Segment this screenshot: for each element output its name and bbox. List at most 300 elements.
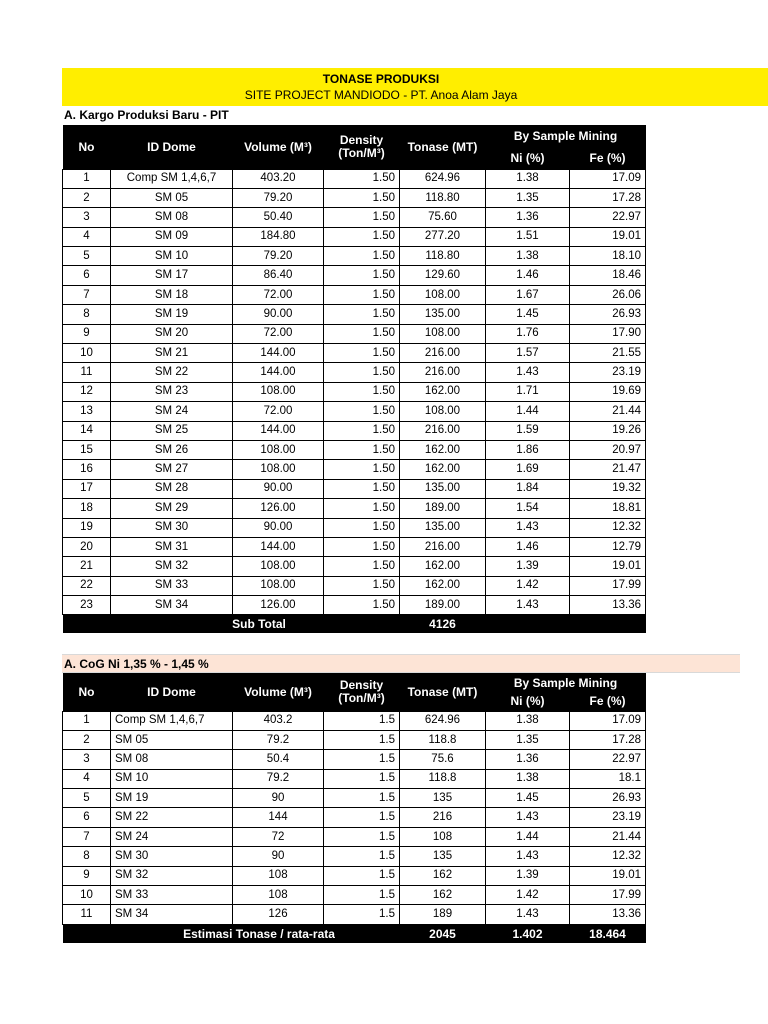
cell-no: 21 [63, 557, 111, 576]
cell-density: 1.5 [324, 827, 400, 846]
table-row [63, 285, 646, 304]
table-row [63, 305, 646, 324]
cell-volume: 108.00 [233, 460, 324, 479]
table-row [63, 886, 646, 905]
cell-fe: 19.01 [570, 866, 646, 885]
cell-volume: 79.20 [233, 188, 324, 207]
cell-density: 1.50 [324, 344, 400, 363]
cell-density: 1.50 [324, 557, 400, 576]
cell-density: 1.50 [324, 188, 400, 207]
cell-ni: 1.43 [486, 596, 570, 615]
cell-ni: 1.67 [486, 285, 570, 304]
cell-no: 16 [63, 460, 111, 479]
cell-fe: 13.36 [570, 596, 646, 615]
cell-tonase: 118.80 [400, 247, 486, 266]
cell-volume: 72.00 [233, 285, 324, 304]
cell-id-dome: SM 19 [111, 305, 233, 324]
table-row [63, 847, 646, 866]
cell-density: 1.5 [324, 730, 400, 749]
header-id-dome: ID Dome [111, 125, 233, 169]
cell-density: 1.5 [324, 769, 400, 788]
cell-density: 1.50 [324, 402, 400, 421]
cell-fe: 18.46 [570, 266, 646, 285]
cell-fe: 21.44 [570, 402, 646, 421]
cell-density: 1.50 [324, 596, 400, 615]
cell-id-dome: SM 08 [111, 208, 233, 227]
cell-no: 11 [63, 363, 111, 382]
cell-tonase: 624.96 [400, 711, 486, 730]
cell-no: 2 [63, 188, 111, 207]
estimate-ni-average: 1.402 [486, 924, 570, 943]
cell-fe: 18.81 [570, 499, 646, 518]
cell-ni: 1.86 [486, 440, 570, 459]
cell-volume: 79.20 [233, 247, 324, 266]
cell-ni: 1.38 [486, 169, 570, 188]
cell-no: 12 [63, 382, 111, 401]
cell-density: 1.5 [324, 847, 400, 866]
table-row [63, 421, 646, 440]
subtotal-ni-empty [486, 615, 570, 634]
cell-no: 11 [63, 905, 111, 924]
table-row [63, 866, 646, 885]
cell-id-dome: SM 05 [111, 188, 233, 207]
cell-fe: 17.99 [570, 576, 646, 595]
cell-tonase: 162.00 [400, 557, 486, 576]
cell-no: 10 [63, 886, 111, 905]
table-row [63, 479, 646, 498]
cell-fe: 19.69 [570, 382, 646, 401]
cell-fe: 20.97 [570, 440, 646, 459]
subtotal-fe-empty [570, 615, 646, 634]
cell-id-dome: SM 08 [111, 750, 233, 769]
cell-no: 13 [63, 402, 111, 421]
cell-ni: 1.46 [486, 537, 570, 556]
cell-fe: 17.28 [570, 730, 646, 749]
cell-ni: 1.43 [486, 363, 570, 382]
table-row [63, 247, 646, 266]
cell-no: 7 [63, 827, 111, 846]
cell-ni: 1.76 [486, 324, 570, 343]
cell-no: 3 [63, 208, 111, 227]
cell-tonase: 135 [400, 847, 486, 866]
cell-fe: 12.32 [570, 847, 646, 866]
table-row [63, 769, 646, 788]
cell-tonase: 216.00 [400, 363, 486, 382]
cell-tonase: 216.00 [400, 537, 486, 556]
header-ni: Ni (%) [486, 692, 570, 711]
cell-no: 17 [63, 479, 111, 498]
cell-volume: 72.00 [233, 402, 324, 421]
table-row [63, 344, 646, 363]
cell-id-dome: SM 22 [111, 808, 233, 827]
cell-volume: 126.00 [233, 499, 324, 518]
cell-id-dome: SM 05 [111, 730, 233, 749]
cell-id-dome: SM 29 [111, 499, 233, 518]
cell-volume: 144 [233, 808, 324, 827]
table-row [63, 711, 646, 730]
cell-no: 9 [63, 866, 111, 885]
cell-ni: 1.69 [486, 460, 570, 479]
cell-ni: 1.38 [486, 247, 570, 266]
table-row [63, 750, 646, 769]
cell-fe: 12.32 [570, 518, 646, 537]
report-subtitle: SITE PROJECT MANDIODO - PT. Anoa Alam Jaya [244, 88, 518, 102]
table-row [63, 537, 646, 556]
cell-volume: 50.4 [233, 750, 324, 769]
cell-fe: 26.93 [570, 789, 646, 808]
cell-id-dome: SM 21 [111, 344, 233, 363]
cell-density: 1.5 [324, 711, 400, 730]
cell-density: 1.50 [324, 266, 400, 285]
cell-id-dome: SM 25 [111, 421, 233, 440]
cell-density: 1.5 [324, 750, 400, 769]
cell-fe: 19.32 [570, 479, 646, 498]
cell-ni: 1.43 [486, 847, 570, 866]
table-row [63, 730, 646, 749]
cell-fe: 18.10 [570, 247, 646, 266]
cell-no: 9 [63, 324, 111, 343]
cell-tonase: 118.8 [400, 769, 486, 788]
cell-fe: 23.19 [570, 808, 646, 827]
table-row [63, 557, 646, 576]
cell-id-dome: SM 32 [111, 557, 233, 576]
header-volume: Volume (M³) [233, 673, 324, 711]
cell-tonase: 216.00 [400, 344, 486, 363]
table-row [63, 460, 646, 479]
cell-id-dome: SM 34 [111, 596, 233, 615]
cell-ni: 1.39 [486, 557, 570, 576]
cell-fe: 17.28 [570, 188, 646, 207]
cell-fe: 21.44 [570, 827, 646, 846]
cell-tonase: 135.00 [400, 305, 486, 324]
cell-ni: 1.42 [486, 886, 570, 905]
cell-tonase: 162 [400, 866, 486, 885]
header-by-sample-mining: By Sample Mining [486, 673, 646, 692]
cell-id-dome: SM 24 [111, 827, 233, 846]
table-row [63, 440, 646, 459]
cell-fe: 17.09 [570, 711, 646, 730]
table-row [63, 382, 646, 401]
production-cargo-table [62, 125, 646, 633]
cell-fe: 22.97 [570, 208, 646, 227]
cell-ni: 1.59 [486, 421, 570, 440]
section-b-label: A. CoG Ni 1,35 % - 1,45 % [62, 654, 740, 673]
cell-id-dome: SM 23 [111, 382, 233, 401]
cell-tonase: 216.00 [400, 421, 486, 440]
cell-no: 3 [63, 750, 111, 769]
cell-ni: 1.57 [486, 344, 570, 363]
cell-id-dome: SM 28 [111, 479, 233, 498]
table-row [63, 576, 646, 595]
cell-density: 1.50 [324, 576, 400, 595]
cell-ni: 1.36 [486, 208, 570, 227]
cell-fe: 18.1 [570, 769, 646, 788]
cell-no: 4 [63, 227, 111, 246]
cell-volume: 50.40 [233, 208, 324, 227]
cell-tonase: 162.00 [400, 576, 486, 595]
cell-ni: 1.36 [486, 750, 570, 769]
cell-ni: 1.84 [486, 479, 570, 498]
cell-density: 1.50 [324, 324, 400, 343]
cell-density: 1.50 [324, 247, 400, 266]
cell-volume: 144.00 [233, 363, 324, 382]
cell-tonase: 108.00 [400, 324, 486, 343]
cell-fe: 19.01 [570, 557, 646, 576]
cell-ni: 1.45 [486, 305, 570, 324]
cell-volume: 108.00 [233, 557, 324, 576]
cell-no: 1 [63, 169, 111, 188]
cell-ni: 1.42 [486, 576, 570, 595]
cell-density: 1.5 [324, 866, 400, 885]
cell-ni: 1.43 [486, 808, 570, 827]
cell-no: 2 [63, 730, 111, 749]
cell-ni: 1.46 [486, 266, 570, 285]
cell-density: 1.5 [324, 886, 400, 905]
table-row [63, 596, 646, 615]
cell-density: 1.50 [324, 382, 400, 401]
cell-volume: 72 [233, 827, 324, 846]
cell-volume: 108.00 [233, 382, 324, 401]
cell-density: 1.50 [324, 518, 400, 537]
cell-id-dome: SM 27 [111, 460, 233, 479]
cell-ni: 1.43 [486, 518, 570, 537]
cell-tonase: 162.00 [400, 440, 486, 459]
report-title: TONASE PRODUKSI [322, 72, 440, 86]
cell-tonase: 118.80 [400, 188, 486, 207]
cell-density: 1.50 [324, 363, 400, 382]
cell-density: 1.50 [324, 440, 400, 459]
table-row [63, 208, 646, 227]
header-id-dome: ID Dome [111, 673, 233, 711]
cell-volume: 90.00 [233, 305, 324, 324]
subtotal-label: Sub Total [63, 615, 400, 634]
cell-no: 6 [63, 266, 111, 285]
cell-density: 1.5 [324, 905, 400, 924]
cell-id-dome: SM 30 [111, 847, 233, 866]
table-row [63, 169, 646, 188]
cell-volume: 144.00 [233, 421, 324, 440]
cell-id-dome: SM 34 [111, 905, 233, 924]
table-row [63, 227, 646, 246]
cell-fe: 19.26 [570, 421, 646, 440]
cell-id-dome: SM 09 [111, 227, 233, 246]
cell-id-dome: SM 30 [111, 518, 233, 537]
table-row [63, 905, 646, 924]
cell-id-dome: SM 20 [111, 324, 233, 343]
cell-density: 1.50 [324, 208, 400, 227]
cell-id-dome: SM 10 [111, 247, 233, 266]
cell-ni: 1.39 [486, 866, 570, 885]
cell-id-dome: SM 24 [111, 402, 233, 421]
header-fe: Fe (%) [570, 692, 646, 711]
cell-fe: 21.47 [570, 460, 646, 479]
cell-id-dome: SM 17 [111, 266, 233, 285]
cell-density: 1.50 [324, 460, 400, 479]
cell-volume: 144.00 [233, 344, 324, 363]
cell-tonase: 108 [400, 827, 486, 846]
table-row [63, 402, 646, 421]
cell-fe: 21.55 [570, 344, 646, 363]
table-row [63, 266, 646, 285]
cell-id-dome: SM 18 [111, 285, 233, 304]
header-fe: Fe (%) [570, 147, 646, 169]
cell-volume: 108 [233, 866, 324, 885]
estimate-tonase: 2045 [400, 924, 486, 943]
cell-tonase: 135.00 [400, 479, 486, 498]
estimate-fe-average: 18.464 [570, 924, 646, 943]
cell-no: 18 [63, 499, 111, 518]
table-row [63, 789, 646, 808]
cell-tonase: 129.60 [400, 266, 486, 285]
cell-no: 1 [63, 711, 111, 730]
production-cargo-rows [63, 169, 646, 615]
section-a-label: A. Kargo Produksi Baru - PIT [64, 108, 229, 122]
cell-density: 1.50 [324, 169, 400, 188]
cell-no: 14 [63, 421, 111, 440]
cell-ni: 1.43 [486, 905, 570, 924]
cell-fe: 26.93 [570, 305, 646, 324]
cell-tonase: 135 [400, 789, 486, 808]
report-title-block [62, 68, 768, 106]
cell-density: 1.50 [324, 421, 400, 440]
cell-tonase: 162 [400, 886, 486, 905]
cog-ni-rows [63, 711, 646, 924]
cell-tonase: 162.00 [400, 460, 486, 479]
cell-volume: 403.20 [233, 169, 324, 188]
cell-volume: 403.2 [233, 711, 324, 730]
header-no: No [63, 125, 111, 169]
header-density: Density (Ton/M³) [324, 125, 400, 169]
cell-tonase: 216 [400, 808, 486, 827]
cell-no: 5 [63, 247, 111, 266]
cell-volume: 90.00 [233, 479, 324, 498]
cell-id-dome: SM 33 [111, 886, 233, 905]
cell-ni: 1.38 [486, 711, 570, 730]
cell-ni: 1.51 [486, 227, 570, 246]
cell-ni: 1.45 [486, 789, 570, 808]
cell-no: 5 [63, 789, 111, 808]
cell-id-dome: SM 32 [111, 866, 233, 885]
cell-volume: 79.2 [233, 730, 324, 749]
cell-ni: 1.35 [486, 188, 570, 207]
header-volume: Volume (M³) [233, 125, 324, 169]
cell-ni: 1.44 [486, 402, 570, 421]
cell-density: 1.50 [324, 285, 400, 304]
cell-volume: 108 [233, 886, 324, 905]
cell-tonase: 624.96 [400, 169, 486, 188]
cell-fe: 22.97 [570, 750, 646, 769]
cell-volume: 108.00 [233, 440, 324, 459]
cell-volume: 144.00 [233, 537, 324, 556]
cell-no: 8 [63, 305, 111, 324]
cell-id-dome: SM 33 [111, 576, 233, 595]
header-tonase: Tonase (MT) [400, 673, 486, 711]
cell-fe: 19.01 [570, 227, 646, 246]
cell-tonase: 189.00 [400, 596, 486, 615]
cell-fe: 23.19 [570, 363, 646, 382]
cell-volume: 90 [233, 789, 324, 808]
cell-no: 8 [63, 847, 111, 866]
cell-id-dome: SM 22 [111, 363, 233, 382]
cell-no: 6 [63, 808, 111, 827]
cell-no: 15 [63, 440, 111, 459]
header-no: No [63, 673, 111, 711]
header-tonase: Tonase (MT) [400, 125, 486, 169]
cell-density: 1.50 [324, 227, 400, 246]
table-row [63, 518, 646, 537]
header-ni: Ni (%) [486, 147, 570, 169]
cell-no: 10 [63, 344, 111, 363]
cell-fe: 26.06 [570, 285, 646, 304]
cell-fe: 17.99 [570, 886, 646, 905]
cell-id-dome: Comp SM 1,4,6,7 [111, 169, 233, 188]
cell-volume: 72.00 [233, 324, 324, 343]
cell-id-dome: SM 19 [111, 789, 233, 808]
table-row [63, 188, 646, 207]
cell-no: 7 [63, 285, 111, 304]
header-by-sample-mining: By Sample Mining [486, 125, 646, 147]
cell-tonase: 135.00 [400, 518, 486, 537]
cell-id-dome: SM 26 [111, 440, 233, 459]
cell-density: 1.5 [324, 789, 400, 808]
cell-tonase: 189.00 [400, 499, 486, 518]
cell-no: 23 [63, 596, 111, 615]
cell-volume: 126.00 [233, 596, 324, 615]
cell-volume: 86.40 [233, 266, 324, 285]
cell-fe: 12.79 [570, 537, 646, 556]
cell-id-dome: SM 31 [111, 537, 233, 556]
cell-density: 1.5 [324, 808, 400, 827]
cell-tonase: 277.20 [400, 227, 486, 246]
cell-volume: 108.00 [233, 576, 324, 595]
subtotal-tonase: 4126 [400, 615, 486, 634]
header-density: Density (Ton/M³) [324, 673, 400, 711]
cell-tonase: 108.00 [400, 285, 486, 304]
cell-tonase: 75.6 [400, 750, 486, 769]
cell-id-dome: SM 10 [111, 769, 233, 788]
cell-volume: 90 [233, 847, 324, 866]
table-row [63, 499, 646, 518]
cog-ni-table [62, 673, 646, 943]
cell-density: 1.50 [324, 305, 400, 324]
cell-fe: 17.09 [570, 169, 646, 188]
cell-ni: 1.38 [486, 769, 570, 788]
cell-no: 22 [63, 576, 111, 595]
estimate-label: Estimasi Tonase / rata-rata [63, 924, 400, 943]
cell-ni: 1.71 [486, 382, 570, 401]
cell-volume: 79.2 [233, 769, 324, 788]
cell-id-dome: Comp SM 1,4,6,7 [111, 711, 233, 730]
cell-density: 1.50 [324, 499, 400, 518]
cell-volume: 126 [233, 905, 324, 924]
cell-tonase: 108.00 [400, 402, 486, 421]
cell-tonase: 189 [400, 905, 486, 924]
table-row [63, 827, 646, 846]
cell-density: 1.50 [324, 479, 400, 498]
cell-no: 4 [63, 769, 111, 788]
cell-no: 20 [63, 537, 111, 556]
cell-tonase: 162.00 [400, 382, 486, 401]
table-row [63, 808, 646, 827]
cell-no: 19 [63, 518, 111, 537]
cell-fe: 17.90 [570, 324, 646, 343]
cell-volume: 90.00 [233, 518, 324, 537]
table-row [63, 363, 646, 382]
cell-density: 1.50 [324, 537, 400, 556]
cell-tonase: 75.60 [400, 208, 486, 227]
table-row [63, 324, 646, 343]
cell-ni: 1.54 [486, 499, 570, 518]
